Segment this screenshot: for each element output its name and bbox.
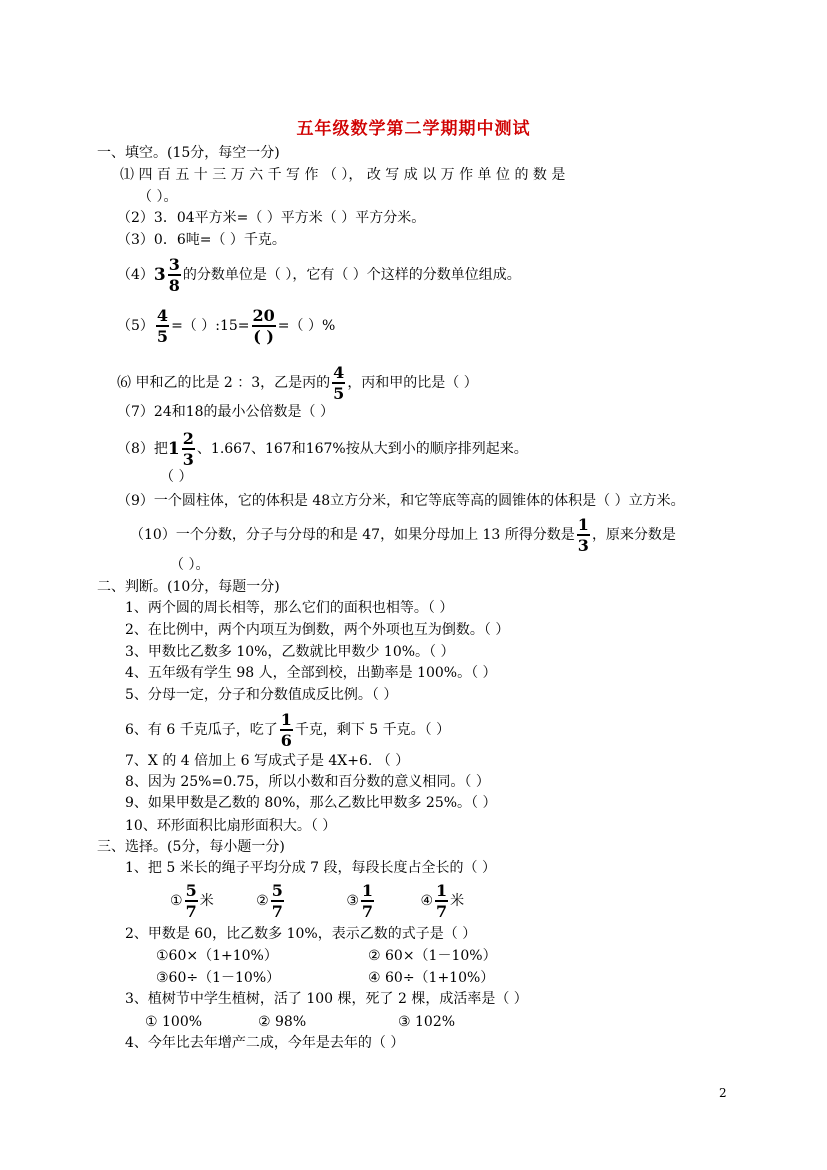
- judge-5: 5、分母一定，分子和分数值成反比例。（ ）: [125, 687, 398, 703]
- choice-1-option-2: ② $\frac{5}{7}$: [256, 881, 283, 921]
- q8-answer-line: （ ）: [160, 469, 193, 485]
- q8: （8）把1 $\frac{2}{3}$ 、1.667、167和167%按从大到小的顺序排列起来。: [117, 429, 528, 469]
- section3-heading: 三、选择。(5分，每小题一分): [97, 839, 285, 855]
- judge-4: 4、五年级有学生 98 人，全部到校，出勤率是 100%。（ ）: [125, 665, 497, 681]
- choice-2: 2、甲数是 60，比乙数多 10%，表示乙数的式子是（ ）: [125, 926, 477, 942]
- choice-2-option-c: ③60÷（1－10%）: [156, 970, 281, 986]
- choice-4: 4、今年比去年增产二成，今年是去年的（ ）: [125, 1035, 405, 1051]
- q10: （10）一个分数，分子与分母的和是 47，如果分母加上 13 所得分数是 $\frac{1}{3}$ ，原来分数是: [130, 515, 676, 555]
- judge-8: 8、因为 25%=0.75，所以小数和百分数的意义相同。（ ）: [125, 774, 490, 790]
- q6-fraction: $\frac{4}{5}$: [333, 363, 345, 403]
- judge-1: 1、两个圆的周长相等，那么它们的面积也相等。（ ）: [125, 600, 454, 616]
- judge-6: 6、有 6 千克瓜子，吃了 $\frac{1}{6}$ 千克，剩下 5 千克。（ ）: [125, 710, 451, 750]
- q4: （4）3 $\frac{3}{8}$ 的分数单位是（ ），它有（ ）个这样的分数单位组成。: [117, 255, 521, 295]
- q1-line2: （ ）。: [138, 189, 178, 205]
- section1-heading: 一、填空。(15分，每空一分): [97, 145, 280, 161]
- choice-3: 3、植树节中学生植树，活了 100 棵，死了 2 棵，成活率是（ ）: [125, 991, 528, 1007]
- choice-1-option-3: ③ $\frac{1}{7}$: [346, 881, 374, 921]
- q8-whole: 1: [167, 439, 180, 459]
- judge-6-fraction: $\frac{1}{6}$: [280, 710, 292, 750]
- choice-1-options: [170, 881, 464, 921]
- q6: ⑹ 甲和乙的比是 2 ：3，乙是丙的 $\frac{4}{5}$ ，丙和甲的比是（ ）: [117, 363, 478, 403]
- choice-2-option-d: ④ 60÷（1+10%）: [368, 970, 495, 986]
- choice-3-option-c: ③ 102%: [398, 1014, 456, 1030]
- q4-whole: 3: [153, 265, 166, 285]
- q1-line1: ⑴ 四 百 五 十 三 万 六 千 写 作 （ ）， 改 写 成 以 万 作 单 位 的 数 是: [120, 167, 566, 183]
- q10-fraction: $\frac{1}{3}$: [577, 515, 589, 555]
- choice-2-option-a: ①60×（1+10%）: [156, 948, 278, 964]
- judge-10: 10、环形面积比扇形面积大。（ ）: [125, 818, 337, 834]
- q8-fraction: $\frac{2}{3}$: [182, 429, 194, 469]
- q5-fraction-1: $\frac{4}{5}$: [156, 306, 169, 346]
- q7: （7）24和18的最小公倍数是（ ）: [117, 404, 334, 420]
- q3: （3）0．6吨=（ ）千克。: [117, 232, 286, 248]
- q10-answer-line: （ ）。: [170, 557, 210, 573]
- choice-1: 1、把 5 米长的绳子平均分成 7 段，每段长度占全长的（ ）: [125, 860, 496, 876]
- judge-3: 3、甲数比乙数多 10%，乙数就比甲数少 10%。（ ）: [125, 644, 455, 660]
- q5-fraction-2: $\frac{20}{( )}$: [252, 306, 275, 346]
- q2: （2）3．04平方米=（ ）平方米（ ）平方分米。: [117, 210, 426, 226]
- q9: （9）一个圆柱体，它的体积是 48立方分米，和它等底等高的圆锥体的体积是（ ）立方米。: [117, 493, 685, 509]
- page-title: 五年级数学第二学期期中测试: [296, 119, 531, 139]
- judge-2: 2、在比例中，两个内项互为倒数，两个外项也互为倒数。（ ）: [125, 622, 510, 638]
- judge-7: 7、X 的 4 倍加上 6 写成式子是 4X+6. （ ）: [125, 753, 410, 769]
- choice-3-option-b: ② 98%: [258, 1014, 307, 1030]
- section2-heading: 二、判断。(10分，每题一分): [97, 579, 280, 595]
- q5: （5） $\frac{4}{5}$ =（ ）:15= $\frac{20}{( )}$ =（ ）%: [117, 306, 336, 346]
- choice-3-option-a: ① 100%: [145, 1014, 203, 1030]
- judge-9: 9、如果甲数是乙数的 80%，那么乙数比甲数多 25%。（ ）: [125, 795, 497, 811]
- choice-1-option-1: ① $\frac{5}{7}$ 米: [170, 881, 214, 921]
- choice-2-option-b: ② 60×（1－10%）: [368, 948, 497, 964]
- page-number: 2: [719, 1086, 727, 1100]
- choice-1-option-4: ④ $\frac{1}{7}$ 米: [420, 881, 465, 921]
- q4-fraction: $\frac{3}{8}$: [168, 255, 180, 295]
